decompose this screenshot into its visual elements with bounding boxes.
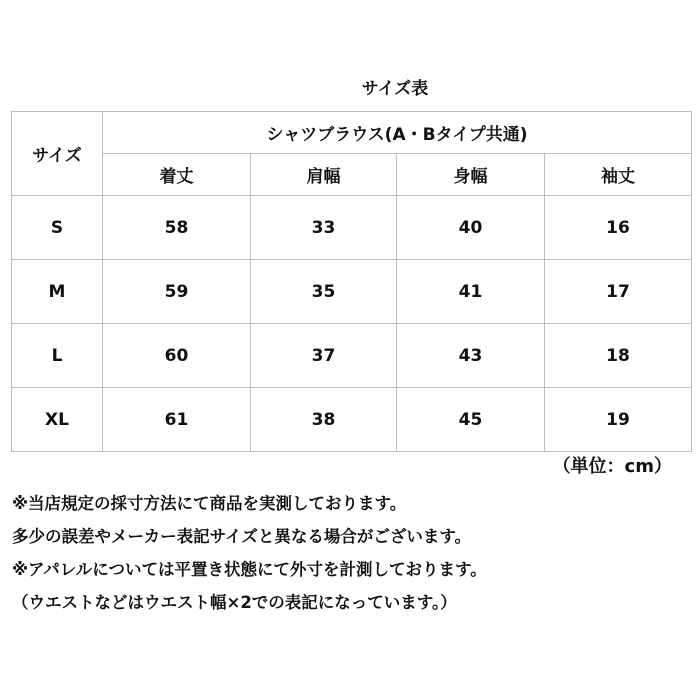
size-table (11, 111, 692, 452)
table-cell: 18 (545, 324, 692, 388)
note-line: ※アパレルについては平置き状態にて外寸を計測しております。 (12, 560, 487, 579)
notes (12, 487, 692, 619)
size-column-header: サイズ (12, 112, 103, 196)
unit-label: （単位：cm） (552, 456, 672, 477)
table-cell: 45 (397, 388, 545, 452)
note-line: （ウエストなどはウエスト幅×2での表記になっています。） (12, 593, 457, 612)
note-line: 多少の誤差やメーカー表記サイズと異なる場合がございます。 (12, 527, 472, 546)
size-label: XL (12, 388, 103, 452)
group-header: シャツブラウス(A・Bタイプ共通) (103, 112, 692, 154)
table-header-row (12, 112, 692, 154)
table-cell: 37 (251, 324, 397, 388)
table-cell: 41 (397, 260, 545, 324)
table-cell: 19 (545, 388, 692, 452)
table-cell: 17 (545, 260, 692, 324)
column-header-length: 着丈 (103, 154, 251, 196)
column-header-sleeve: 袖丈 (545, 154, 692, 196)
table-cell: 35 (251, 260, 397, 324)
column-header-shoulder: 肩幅 (251, 154, 397, 196)
table-cell: 38 (251, 388, 397, 452)
size-label: S (12, 196, 103, 260)
table-row (12, 260, 692, 324)
table-cell: 60 (103, 324, 251, 388)
table-cell: 61 (103, 388, 251, 452)
page-title: サイズ表 (361, 79, 429, 99)
size-label: M (12, 260, 103, 324)
table-cell: 40 (397, 196, 545, 260)
table-cell: 59 (103, 260, 251, 324)
column-header-chest: 身幅 (397, 154, 545, 196)
note-line: ※当店規定の採寸方法にて商品を実測しております。 (12, 494, 407, 513)
table-row (12, 388, 692, 452)
table-row (12, 324, 692, 388)
table-cell: 16 (545, 196, 692, 260)
table-cell: 43 (397, 324, 545, 388)
table-subheader-row (12, 154, 692, 196)
table-cell: 33 (251, 196, 397, 260)
table-row (12, 196, 692, 260)
table-cell: 58 (103, 196, 251, 260)
size-label: L (12, 324, 103, 388)
